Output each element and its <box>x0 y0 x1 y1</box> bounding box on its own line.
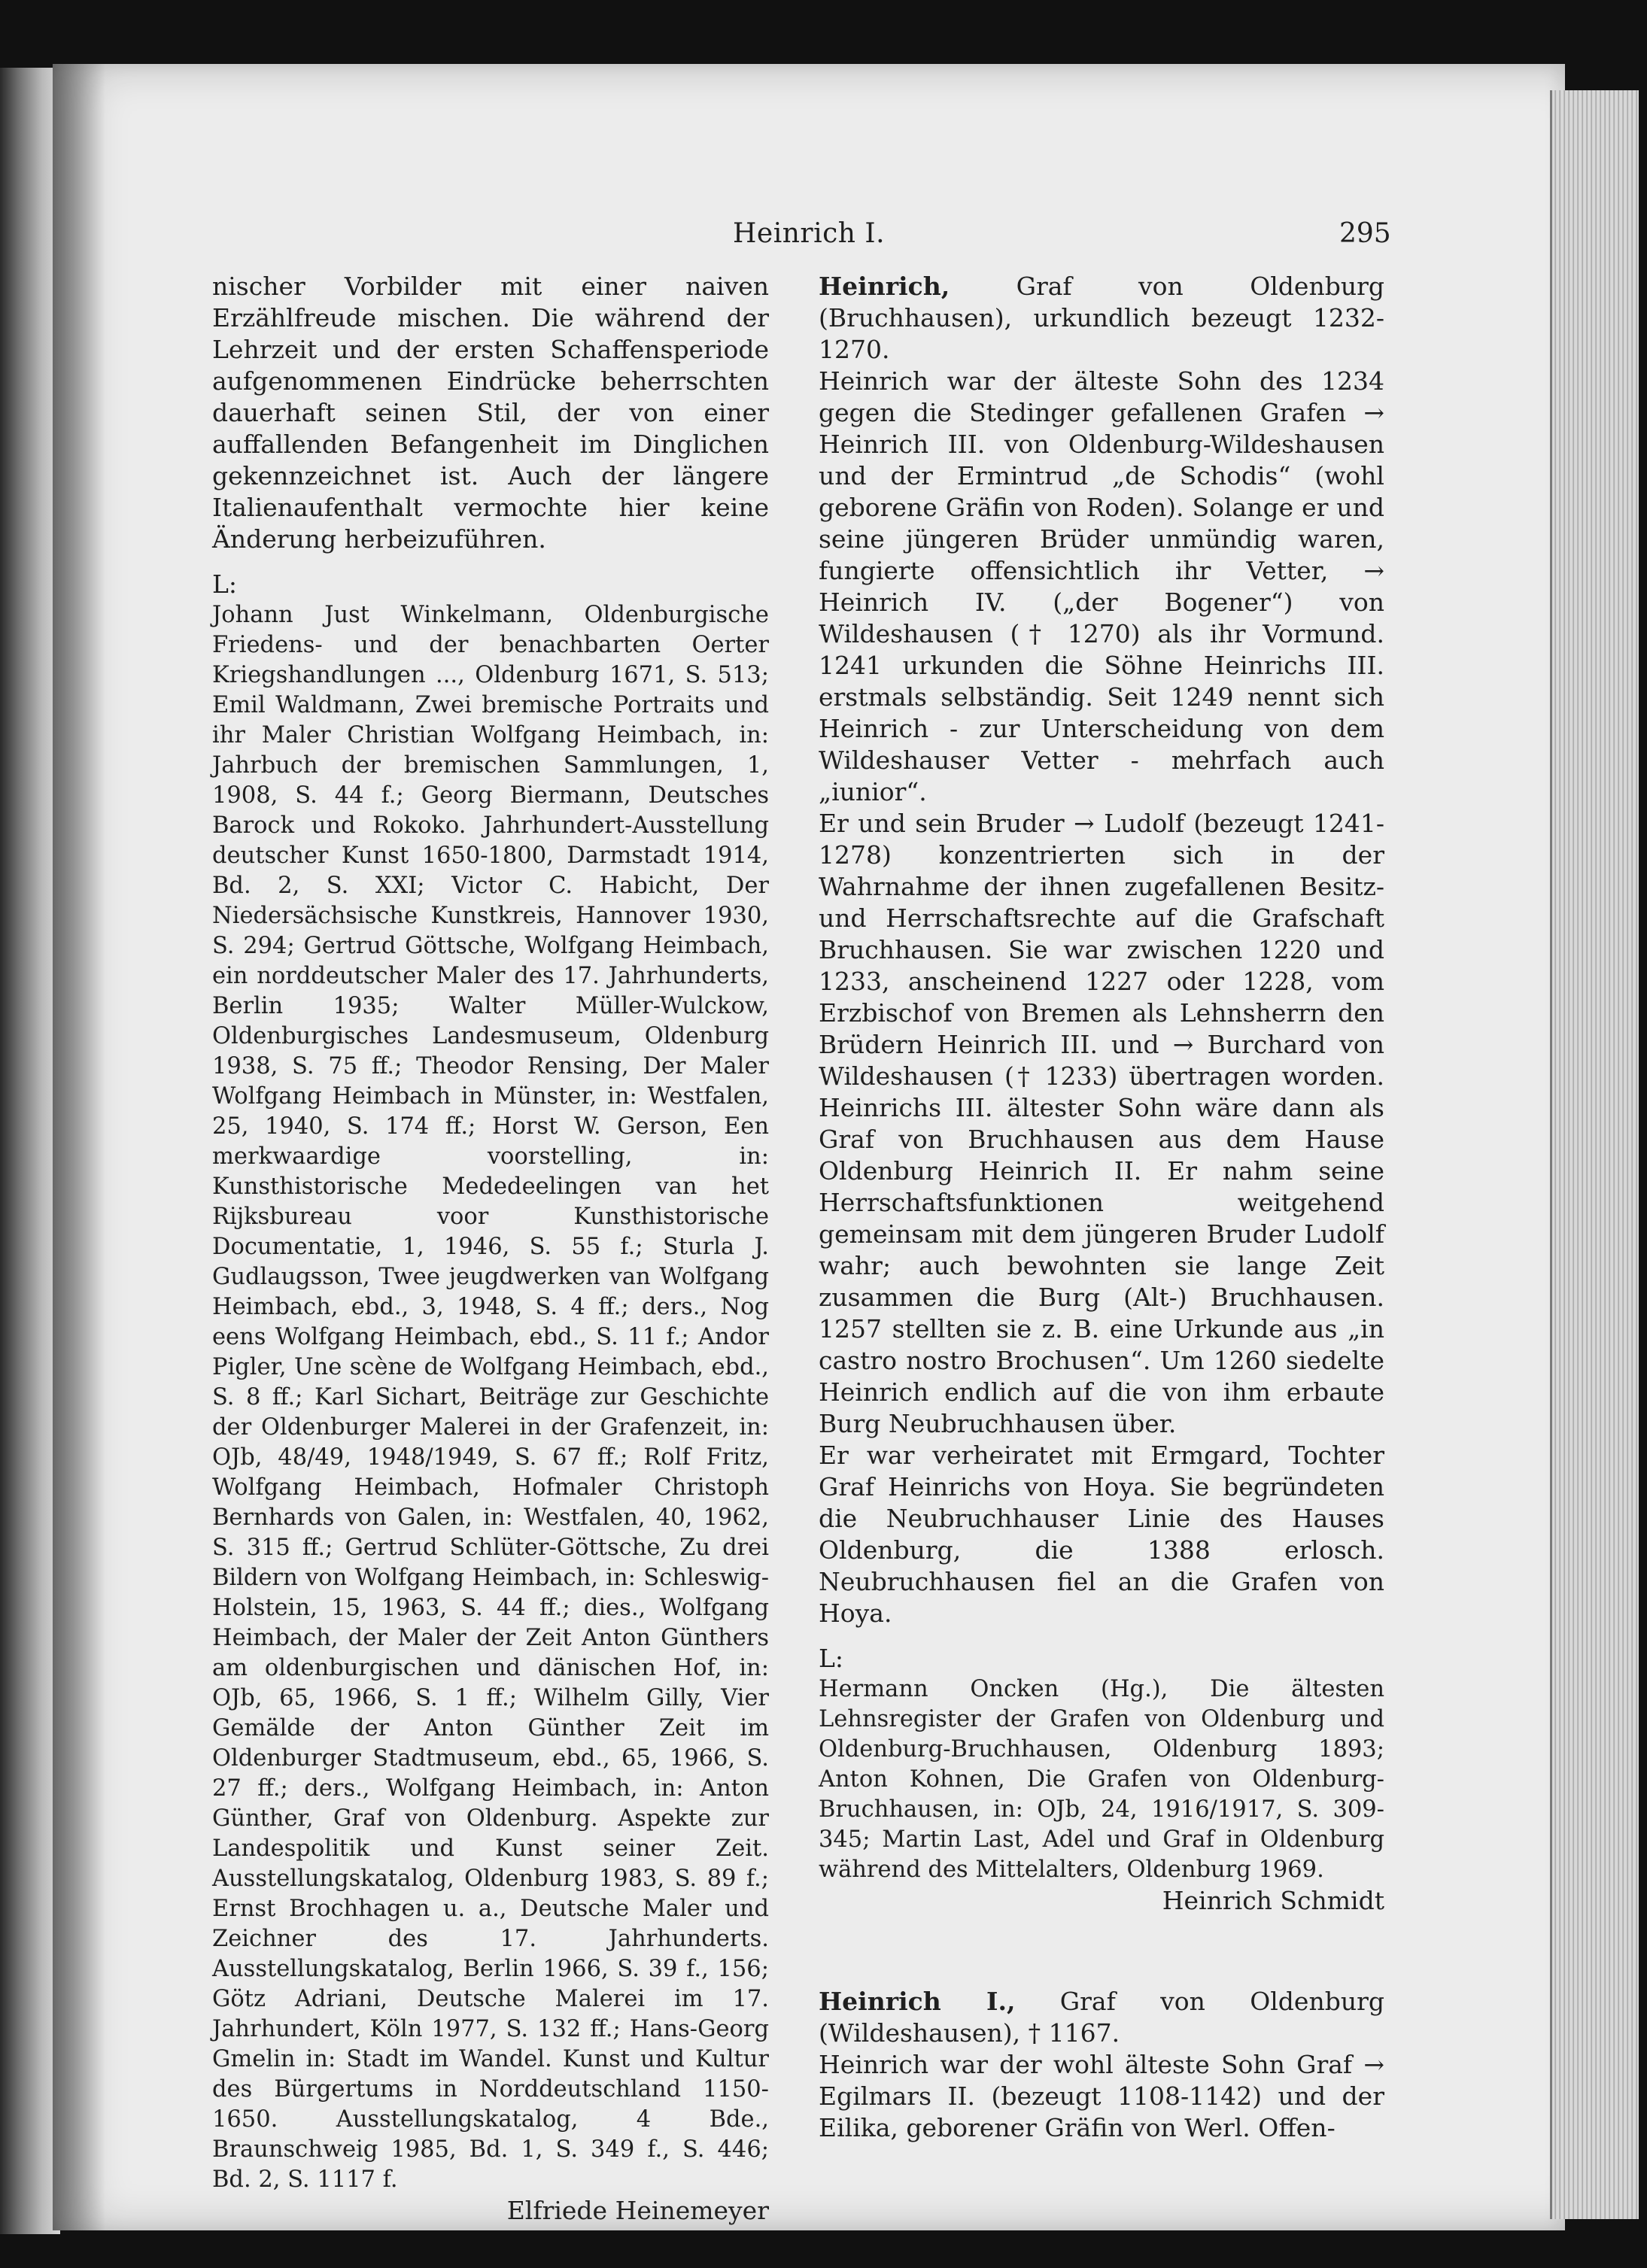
entry-subtitle: Graf von Oldenburg (Bruchhausen), urkundlich bezeugt 1232-1270. <box>819 272 1384 364</box>
left-literature-label: L: <box>212 569 238 599</box>
left-author: Elfriede Heinemeyer <box>506 2196 769 2225</box>
running-head: Heinrich I. <box>733 218 886 249</box>
entry1-literature: Hermann Oncken (Hg.), Die ältesten Lehnsregister der Grafen von Oldenburg und Oldenburg-Bruchhausen, Oldenburg 1893; Anton Kohnen, Die Grafen von Oldenburg-Bruchhausen, in: OJb, 24, 1916/1917, S. 309-345; Martin Last, Adel und Graf in Oldenburg während des Mittelalters, Oldenburg 1969. <box>819 1676 1384 1883</box>
left-literature: Johann Just Winkelmann, Oldenburgische Friedens- und der benachbarten Oerter Kriegshandlungen ..., Oldenburg 1671, S. 513; Emil Waldmann, Zwei bremische Portraits und ihr Maler Christian Wolfgang Heimbach, in: Jahrbuch der bremischen Sammlungen, 1, 1908, S. 44 f.; Georg Biermann, Deutsches Barock und Rokoko. Jahrhundert-Ausstellung deutscher Kunst 1650-1800, Darmstadt 1914, Bd. 2, S. XXI; Victor C. Habicht, Der Niedersächsische Kunstkreis, Hannover 1930, S. 294; Gertrud Göttsche, Wolfgang Heimbach, ein norddeutscher Maler des 17. Jahrhunderts, Berlin 1935; Walter Müller-Wulckow, Oldenburgisches Landesmuseum, Oldenburg 1938, S. 75 ff.; Theodor Rensing, Der Maler Wolfgang Heimbach in Münster, in: Westfalen, 25, 1940, S. 174 ff.; Horst W. Gerson, Een merkwaardige voorstelling, in: Kunsthistorische Mededeelingen van het Rijksbureau voor Kunsthistorische Documentatie, 1, 1946, S. 55 f.; Sturla J. Gudlaugsson, Twee jeugdwerken van Wolfgang Heimbach, ebd., 3, 1948, S. 4 ff.; ders., Nog eens Wolfgang Heimbach, ebd., S. 11 f.; Andor Pigler, Une scène de Wolfgang Heimbach, ebd., S. 8 ff.; Karl Sichart, Beiträge zur Geschichte der Oldenburger Malerei in der Grafenzeit, in: OJb, 48/49, 1948/1949, S. 67 ff.; Rolf Fritz, Wolfgang Heimbach, Hofmaler Christoph Bernhards von Galen, in: Westfalen, 40, 1962, S. 315 ff.; Gertrud Schlüter-Göttsche, Zu drei Bildern von Wolfgang Heimbach, in: Schleswig-Holstein, 15, 1963, S. 44 ff.; dies., Wolfgang Heimbach, der Maler der Zeit Anton Günthers am oldenburgischen und dänischen Hof, in: OJb, 65, 1966, S. 1 ff.; Wilhelm Gilly, Vier Gemälde der Anton Günther Zeit im Oldenburger Stadtmuseum, ebd., 65, 1966, S. 27 ff.; ders., Wolfgang Heimbach, in: Anton Günther, Graf von Oldenburg. Aspekte zur Landespolitik und Kunst seiner Zeit. Ausstellungskatalog, Oldenburg 1983, S. 89 f.; Ernst Brochhagen u. a., Deutsche Maler und Zeichner des 17. Jahrhunderts. Ausstellungskatalog, Berlin 1966, S. 39 f., 156; Götz Adriani, Deutsche Malerei im 17. Jahrhundert, Köln 1977, S. 132 ff.; Hans-Georg Gmelin in: Stadt im Wandel. Kunst und Kultur des Bürgertums in Norddeutschland 1150-1650. Ausstellungskatalog, 4 Bde., Braunschweig 1985, Bd. 1, S. 349 f., S. 446; Bd. 2, S. 1117 f. <box>212 602 769 2193</box>
right-column <box>819 271 1384 2144</box>
entry2-paragraph-1: Heinrich war der wohl älteste Sohn Graf → Egilmars II. (bezeugt 1108-1142) und der Eilika, geborener Gräfin von Werl. Offen- <box>819 2050 1384 2142</box>
entry2-subtitle: Graf von Oldenburg (Wildeshausen), † 1167. <box>819 1987 1384 2048</box>
entry-heinrich-i-intro <box>819 1986 1384 2049</box>
entry1-paragraph-3: Er war verheiratet mit Ermgard, Tochter Graf Heinrichs von Hoya. Sie begründeten die Neubruchhauser Linie des Hauses Oldenburg, die 1388 erlosch. Neubruchhausen fiel an die Grafen von Hoya. <box>819 1441 1384 1628</box>
entry-headword: Heinrich, <box>819 272 950 301</box>
entry1-paragraph-1: Heinrich war der älteste Sohn des 1234 gegen die Stedinger gefallenen Grafen → Heinrich III. von Oldenburg-Wildeshausen und der Ermintrud „de Schodis“ (wohl geborene Gräfin von Roden). Solange er und seine jüngeren Brüder unmündig waren, fungierte offensichtlich ihr Vetter, → Heinrich IV. („der Bogener“) von Wildeshausen († 1270) als ihr Vormund. 1241 urkunden die Söhne Heinrichs III. erstmals selbständig. Seit 1249 nennt sich Heinrich - zur Unterscheidung von dem Wildeshauser Vetter - mehrfach auch „iunior“. <box>819 366 1384 806</box>
left-page-edge <box>0 68 60 2234</box>
entry1-paragraph-2: Er und sein Bruder → Ludolf (bezeugt 1241-1278) konzentrierten sich in der Wahrnahme der ihnen zugefallenen Besitz- und Herrschaftsrechte auf die Grafschaft Bruchhausen. Sie war zwischen 1220 und 1233, anscheinend 1227 oder 1228, vom Erzbischof von Bremen als Lehnsherrn den Brüdern Heinrich III. und → Burchard von Wildeshausen († 1233) übertragen worden. Heinrichs III. ältester Sohn wäre dann als Graf von Bruchhausen aus dem Hause Oldenburg Heinrich II. Er nahm seine Herrschaftsfunktionen weitgehend gemeinsam mit dem jüngeren Bruder Ludolf wahr; auch bewohnten sie lange Zeit zusammen die Burg (Alt-) Bruchhausen. 1257 stellten sie z. B. eine Urkunde aus „in castro nostro Brochusen“. Um 1260 siedelte Heinrich endlich auf die von ihm erbaute Burg Neubruchhausen über. <box>819 809 1384 1438</box>
entry2-headword: Heinrich I., <box>819 1987 1016 2016</box>
page-edge-stack <box>1550 90 1639 2219</box>
left-paragraph: nischer Vorbilder mit einer naiven Erzählfreude mischen. Die während der Lehrzeit und der ersten Schaffensperiode aufgenommenen Eindrücke beherrschten dauerhaft seinen Stil, der von einer auffallenden Befangenheit im Dinglichen gekennzeichnet ist. Auch der längere Italienaufenthalt vermochte hier keine Änderung herbeizuführen. <box>212 272 769 554</box>
spine-shadow <box>53 64 105 2230</box>
page-number: 295 <box>1339 218 1391 249</box>
left-column <box>212 271 769 2227</box>
entry-spacer <box>819 1917 1384 1986</box>
entry1-literature-label: L: <box>819 1644 844 1673</box>
entry1-author: Heinrich Schmidt <box>1162 1886 1384 1915</box>
entry-heinrich-bruchhausen-intro <box>819 271 1384 366</box>
